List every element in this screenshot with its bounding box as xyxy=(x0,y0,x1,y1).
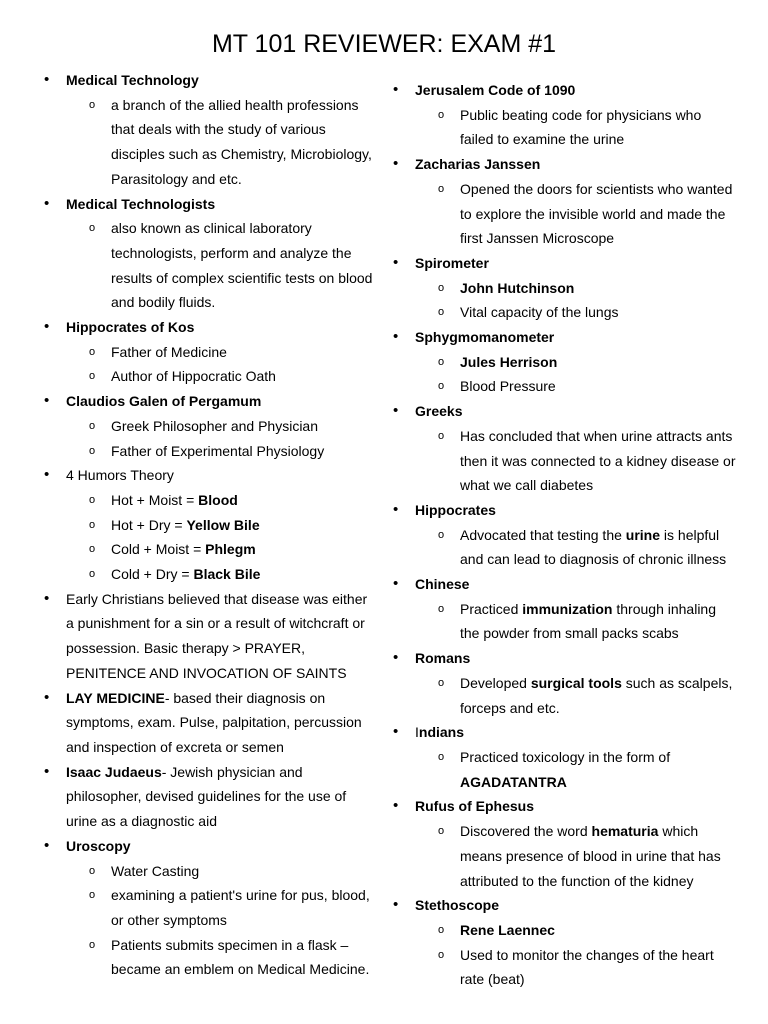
sub-item: o a branch of the allied health professions that deals with the study of various disciples such as Chemistry, Microbiology, Parasitology and etc. xyxy=(111,93,374,192)
sub-item: o Cold + Moist = Phlegm xyxy=(111,537,374,562)
list-item xyxy=(44,463,374,587)
list-item xyxy=(44,389,374,463)
list-item xyxy=(393,325,738,399)
page-title: MT 101 REVIEWER: EXAM #1 xyxy=(211,30,557,58)
list-item xyxy=(44,760,374,834)
term-heading: Jerusalem Code of 1090 xyxy=(415,82,576,98)
sub-item: o examining a patient's urine for pus, blood, or other symptoms xyxy=(111,883,374,932)
term-heading: Uroscopy xyxy=(66,837,131,854)
list-item xyxy=(393,794,738,893)
list-item xyxy=(393,399,738,498)
list-item xyxy=(393,572,738,646)
term-heading: Spirometer xyxy=(415,254,489,271)
sub-item: o Father of Medicine xyxy=(111,340,374,365)
sub-item: o Opened the doors for scientists who wanted to explore the invisible world and made the first Janssen Microscope xyxy=(460,177,738,251)
term-heading: Rufus of Ephesus xyxy=(415,798,535,815)
list-item xyxy=(393,78,738,152)
sub-item: o Blood Pressure xyxy=(460,374,738,399)
list-item xyxy=(393,251,738,325)
list-item xyxy=(44,192,374,316)
term-heading: Medical Technology xyxy=(66,72,199,88)
sub-item: o Used to monitor the changes of the heart rate (beat) xyxy=(460,943,738,992)
term-heading: Hippocrates xyxy=(415,501,496,518)
sub-item: o Practiced immunization through inhaling the powder from small packs scabs xyxy=(460,597,738,646)
list-item xyxy=(44,315,374,389)
sub-item: o Hot + Dry = Yellow Bile xyxy=(111,513,374,538)
sub-item: o Advocated that testing the urine is helpful and can lead to diagnosis of chronic illness xyxy=(460,523,738,572)
term-heading: Stethoscope xyxy=(415,897,500,914)
sub-item: o Water Casting xyxy=(111,859,374,884)
term-heading: Claudios Galen of Pergamum xyxy=(66,393,262,410)
sub-item: o Discovered the word hematuria which means presence of blood in urine that has attributed to the function of the kidney xyxy=(460,819,738,893)
list-item xyxy=(44,686,374,760)
sub-item: o Cold + Dry = Black Bile xyxy=(111,562,374,587)
list-item xyxy=(44,834,374,982)
paragraph-text: - based their diagnosis on symptoms, exam. Pulse, palpitation, percussion and inspection of excreta or semen xyxy=(66,689,362,755)
term-heading: Medical Technologists xyxy=(66,195,216,212)
term-heading: Greeks xyxy=(415,403,463,420)
sub-item: o Father of Experimental Physiology xyxy=(111,439,374,464)
list-item xyxy=(393,498,738,572)
sub-item: o also known as clinical laboratory technologists, perform and analyze the results of complex scientific tests on blood and bodily fluids. xyxy=(111,216,374,315)
sub-item: o Vital capacity of the lungs xyxy=(460,300,738,325)
paragraph-text: - Jewish physician and philosopher, devised guidelines for the use of urine as a diagnostic aid xyxy=(66,763,347,830)
left-list xyxy=(44,68,374,982)
sub-item: o John Hutchinson xyxy=(460,276,738,301)
sub-item: o Practiced toxicology in the form of AGADATANTRA xyxy=(460,745,738,794)
sub-item: o Public beating code for physicians who failed to examine the urine xyxy=(460,103,738,152)
right-list xyxy=(393,78,738,992)
left-column xyxy=(44,68,374,982)
list-item xyxy=(393,893,738,992)
term-heading: Chinese xyxy=(415,576,470,593)
list-item xyxy=(44,68,374,192)
term-heading: LAY MEDICINE xyxy=(66,689,165,706)
term-heading: Sphygmomanometer xyxy=(415,329,555,346)
term-heading: Hippocrates of Kos xyxy=(66,319,195,336)
term-heading: Romans xyxy=(415,650,471,667)
term-heading: Isaac Judaeus xyxy=(66,763,162,780)
list-item xyxy=(44,587,374,686)
term-heading: 4 Humors Theory xyxy=(66,467,174,484)
sub-item: o Patients submits specimen in a flask – became an emblem on Medical Medicine. xyxy=(111,933,374,982)
paragraph-text: Early Christians believed that disease was either a punishment for a sin or a result of witchcraft or possession. Basic therapy > PRAYER, PENITENCE AND INVOCATION OF SAINTS xyxy=(66,590,368,681)
list-item xyxy=(393,646,738,720)
right-column xyxy=(393,78,738,992)
term-heading: Zacharias Janssen xyxy=(415,156,541,173)
list-item xyxy=(393,152,738,251)
sub-item: o Rene Laennec xyxy=(460,918,738,943)
term-heading: Indians xyxy=(415,724,465,741)
sub-item: o Developed surgical tools such as scalpels, forceps and etc. xyxy=(460,671,738,720)
sub-item: o Has concluded that when urine attracts ants then it was connected to a kidney disease or what we call diabetes xyxy=(460,424,738,498)
sub-item: o Greek Philosopher and Physician xyxy=(111,414,374,439)
sub-item: o Jules Herrison xyxy=(460,350,738,375)
list-item xyxy=(393,720,738,794)
sub-item: o Hot + Moist = Blood xyxy=(111,488,374,513)
sub-item: o Author of Hippocratic Oath xyxy=(111,364,374,389)
